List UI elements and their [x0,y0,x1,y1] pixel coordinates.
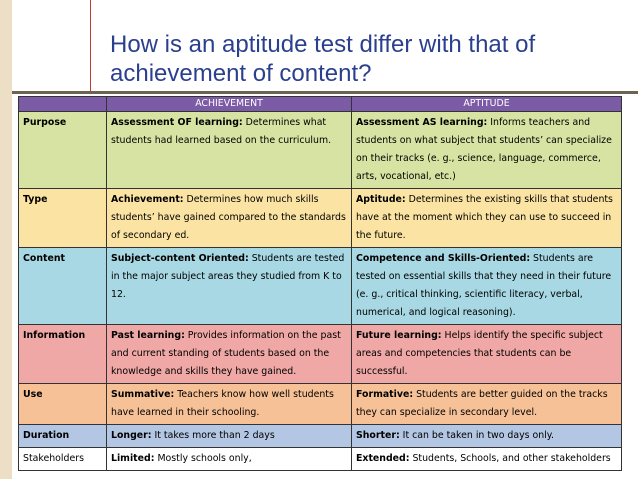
cell-text: It takes more than 2 days [151,430,275,441]
table-row [19,448,622,471]
cell-lead: Shorter: [356,430,400,441]
table-row [19,384,622,425]
slide-accent-bar [0,0,12,479]
title-divider-vertical [90,0,91,91]
cell-text: Students are better guided on the tracks they can specialize in secondary level. [356,389,608,418]
aptitude-cell [352,384,622,425]
cell-text: Students are tested in the major subject areas they studied from K to 12. [111,253,345,300]
achievement-cell [107,325,352,384]
cell-text: Informs teachers and students on what subject that students’ can specialize on their tracks (e. g., science, language, commerce, arts, vocational, etc.) [356,117,612,182]
cell-text: Determines the existing skills that students have at the moment which they can use to succeed in the future. [356,194,613,241]
achievement-cell [107,384,352,425]
cell-text: Determines what students had learned based on the curriculum. [111,117,332,146]
table-row [19,425,622,448]
cell-lead: Limited: [111,453,155,464]
achievement-cell [107,189,352,248]
cell-lead: Subject-content Oriented: [111,253,249,264]
row-label: Content [19,248,107,325]
achievement-cell [107,425,352,448]
aptitude-cell [352,425,622,448]
table-header-row [19,97,622,112]
row-label: Duration [19,425,107,448]
cell-text: It can be taken in two days only. [399,430,554,441]
cell-text: Determines how much skills students’ have gained compared to the standards of secondary ed. [111,194,346,241]
achievement-cell [107,248,352,325]
row-label: Information [19,325,107,384]
cell-lead: Summative: [111,389,175,400]
cell-lead: Assessment AS learning: [356,117,488,128]
row-label: Use [19,384,107,425]
cell-text: Students, Schools, and other stakeholders [409,453,611,464]
row-label: Type [19,189,107,248]
cell-lead: Achievement: [111,194,184,205]
aptitude-cell [352,448,622,471]
aptitude-cell [352,112,622,189]
cell-text: Helps identify the specific subject areas and competencies that students can be successful. [356,330,603,377]
aptitude-cell [352,325,622,384]
aptitude-cell [352,248,622,325]
header-blank-cell [19,97,107,112]
row-label: Purpose [19,112,107,189]
cell-lead: Assessment OF learning: [111,117,243,128]
cell-lead: Formative: [356,389,414,400]
cell-lead: Aptitude: [356,194,406,205]
cell-lead: Past learning: [111,330,185,341]
table-row [19,248,622,325]
table-row [19,112,622,189]
row-label: Stakeholders [19,448,107,471]
table-row [19,189,622,248]
cell-lead: Future learning: [356,330,442,341]
aptitude-cell [352,189,622,248]
comparison-table [18,96,622,471]
table-row [19,325,622,384]
header-achievement: ACHIEVEMENT [107,97,352,112]
achievement-cell [107,112,352,189]
cell-lead: Extended: [356,453,410,464]
cell-text: Mostly schools only, [154,453,252,464]
cell-text: Provides information on the past and current standing of students based on the knowledge and skills they have gained. [111,330,341,377]
cell-text: Students are tested on essential skills that they need in their future (e. g., critical thinking, scientific literacy, verbal, numerical, and logical reasoning). [356,253,612,318]
slide-title: How is an aptitude test differ with that of achievement of content? [110,31,536,87]
cell-lead: Longer: [111,430,152,441]
header-aptitude: APTITUDE [352,97,622,112]
achievement-cell [107,448,352,471]
title-divider-horizontal [12,91,638,94]
cell-lead: Competence and Skills-Oriented: [356,253,531,264]
cell-text: Teachers know how well students have learned in their schooling. [111,389,334,418]
